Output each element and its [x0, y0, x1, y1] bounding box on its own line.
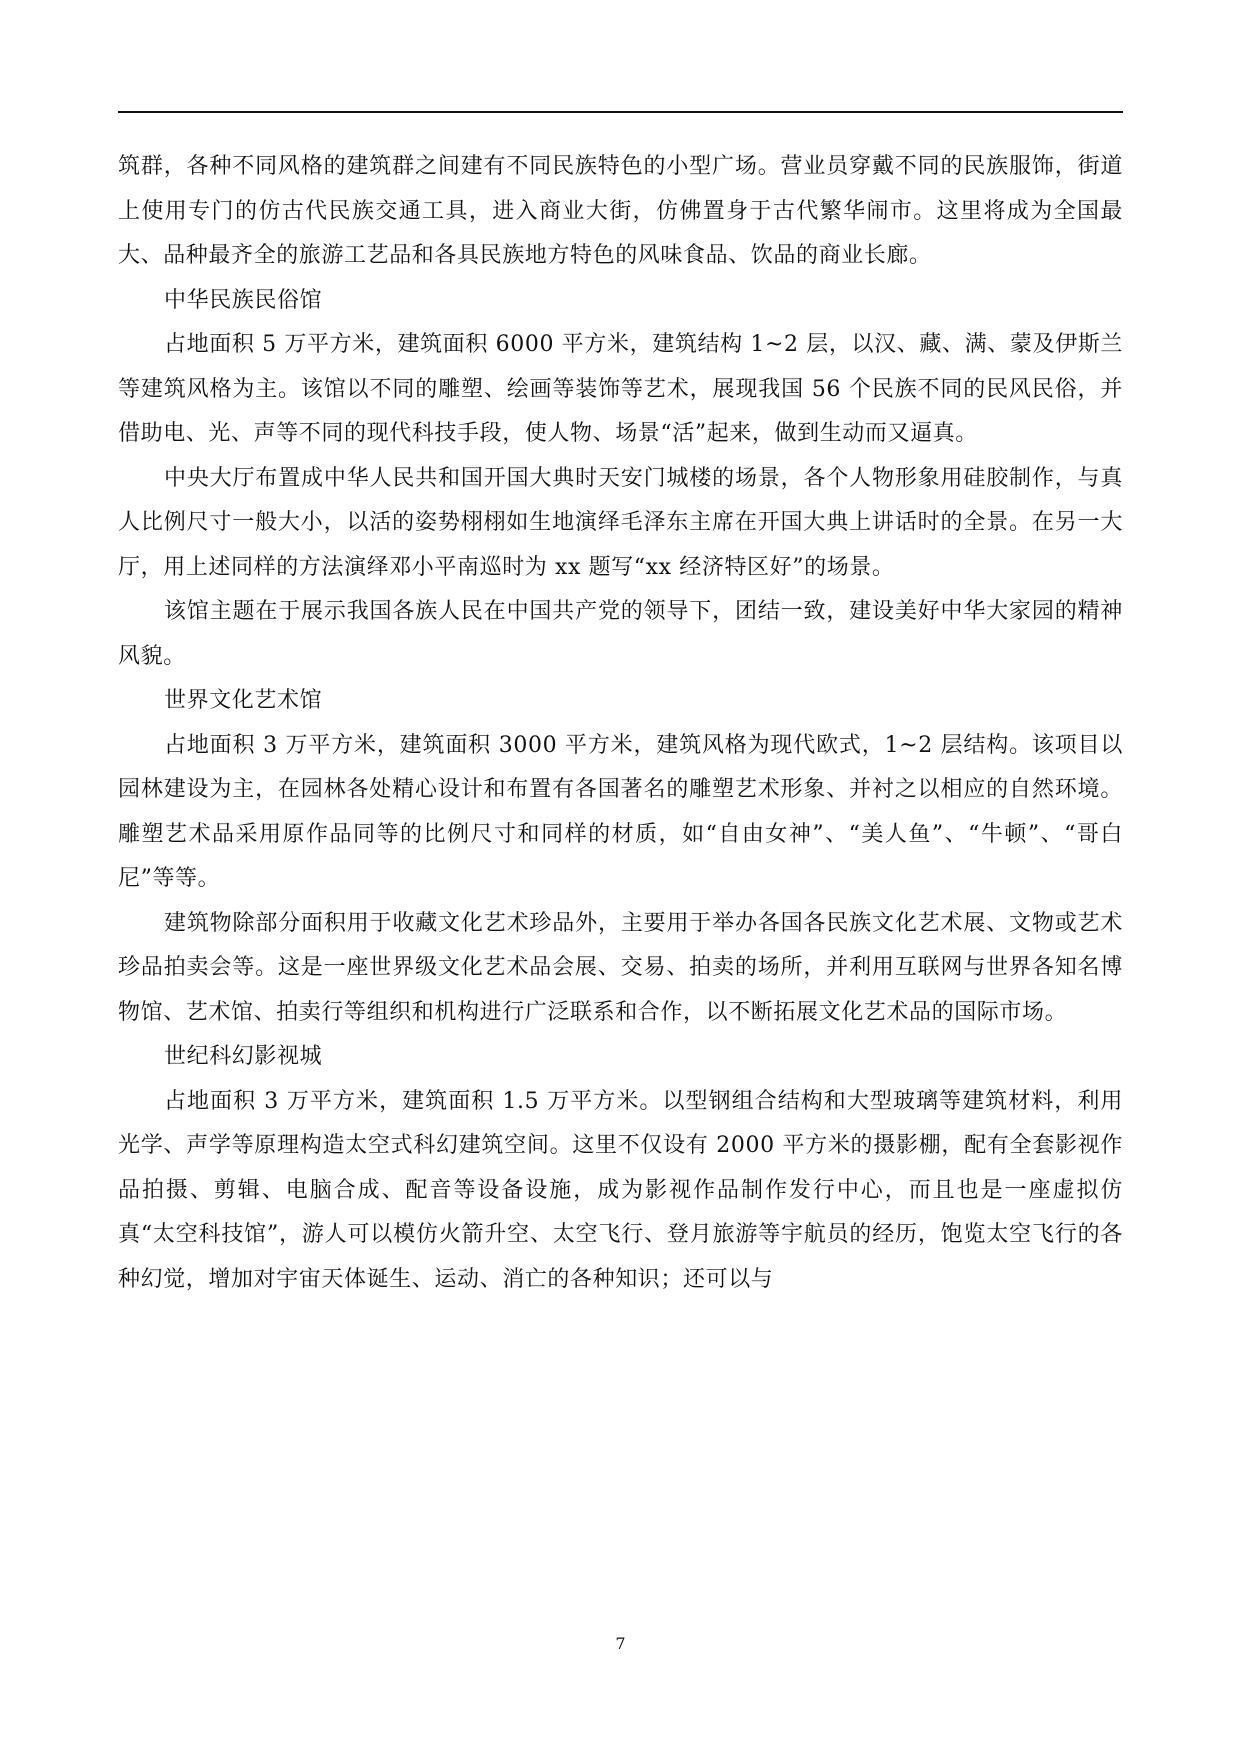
paragraph: 占地面积 3 万平方米，建筑面积 1.5 万平方米。以型钢组合结构和大型玻璃等建筑材料，利用光学、声学等原理构造太空式科幻建筑空间。这里不仅设有 2000 平方米的摄影棚，配有全套影视作品拍摄、剪辑、电脑合成、配音等设备设施，成为影视作品制作发行中心，而且也是一座虚拟仿真“太空科技馆”，游人可以模仿火箭升空、太空飞行、登月旅游等宇航员的经历，饱览太空飞行的各种幻觉，增加对宇宙天体诞生、运动、消亡的各种知识；还可以与: [118, 1088, 1123, 1292]
section-heading-sci-fi-film-city: 世纪科幻影视城: [164, 1044, 323, 1069]
body-text: [118, 145, 1123, 1302]
paragraph: 中央大厅布置成中华人民共和国开国大典时天安门城楼的场景，各个人物形象用硅胶制作，与真人比例尺寸一般大小，以活的姿势栩栩如生地演绎毛泽东主席在开国大典上讲话时的全景。在另一大厅，用上述同样的方法演绎邓小平南巡时为 xx 题写“xx 经济特区好”的场景。: [118, 465, 1123, 580]
page-number: 7: [615, 1634, 626, 1653]
header-rule: [118, 111, 1123, 113]
section-heading-world-art-museum: 世界文化艺术馆: [164, 688, 323, 713]
paragraph: 筑群，各种不同风格的建筑群之间建有不同民族特色的小型广场。营业员穿戴不同的民族服饰，街道上使用专门的仿古代民族交通工具，进入商业大街，仿佛置身于古代繁华闹市。这里将成为全国最大、品种最齐全的旅游工艺品和各具民族地方特色的风味食品、饮品的商业长廊。: [118, 154, 1123, 268]
paragraph: 占地面积 3 万平方米，建筑面积 3000 平方米，建筑风格为现代欧式，1~2 层结构。该项目以园林建设为主，在园林各处精心设计和布置有各国著名的雕塑艺术形象、并衬之以相应的自然环境。雕塑艺术品采用原作品同等的比例尺寸和同样的材质，如“自由女神”、“美人鱼”、“牛顿”、“哥白尼”等等。: [118, 732, 1123, 891]
paragraph: 建筑物除部分面积用于收藏文化艺术珍品外，主要用于举办各国各民族文化艺术展、文物或艺术珍品拍卖会等。这是一座世界级文化艺术品会展、交易、拍卖的场所，并利用互联网与世界各知名博物馆、艺术馆、拍卖行等组织和机构进行广泛联系和合作，以不断拓展文化艺术品的国际市场。: [118, 910, 1123, 1025]
paragraph: 占地面积 5 万平方米，建筑面积 6000 平方米，建筑结构 1~2 层，以汉、藏、满、蒙及伊斯兰等建筑风格为主。该馆以不同的雕塑、绘画等装饰等艺术，展现我国 56 个民族不同的民风民俗，并借助电、光、声等不同的现代科技手段，使人物、场景“活”起来，做到生动而又逼真。: [118, 332, 1123, 446]
section-heading-folk-museum: 中华民族民俗馆: [164, 287, 323, 313]
paragraph: 该馆主题在于展示我国各族人民在中国共产党的领导下，团结一致，建设美好中华大家园的精神风貌。: [118, 599, 1123, 669]
